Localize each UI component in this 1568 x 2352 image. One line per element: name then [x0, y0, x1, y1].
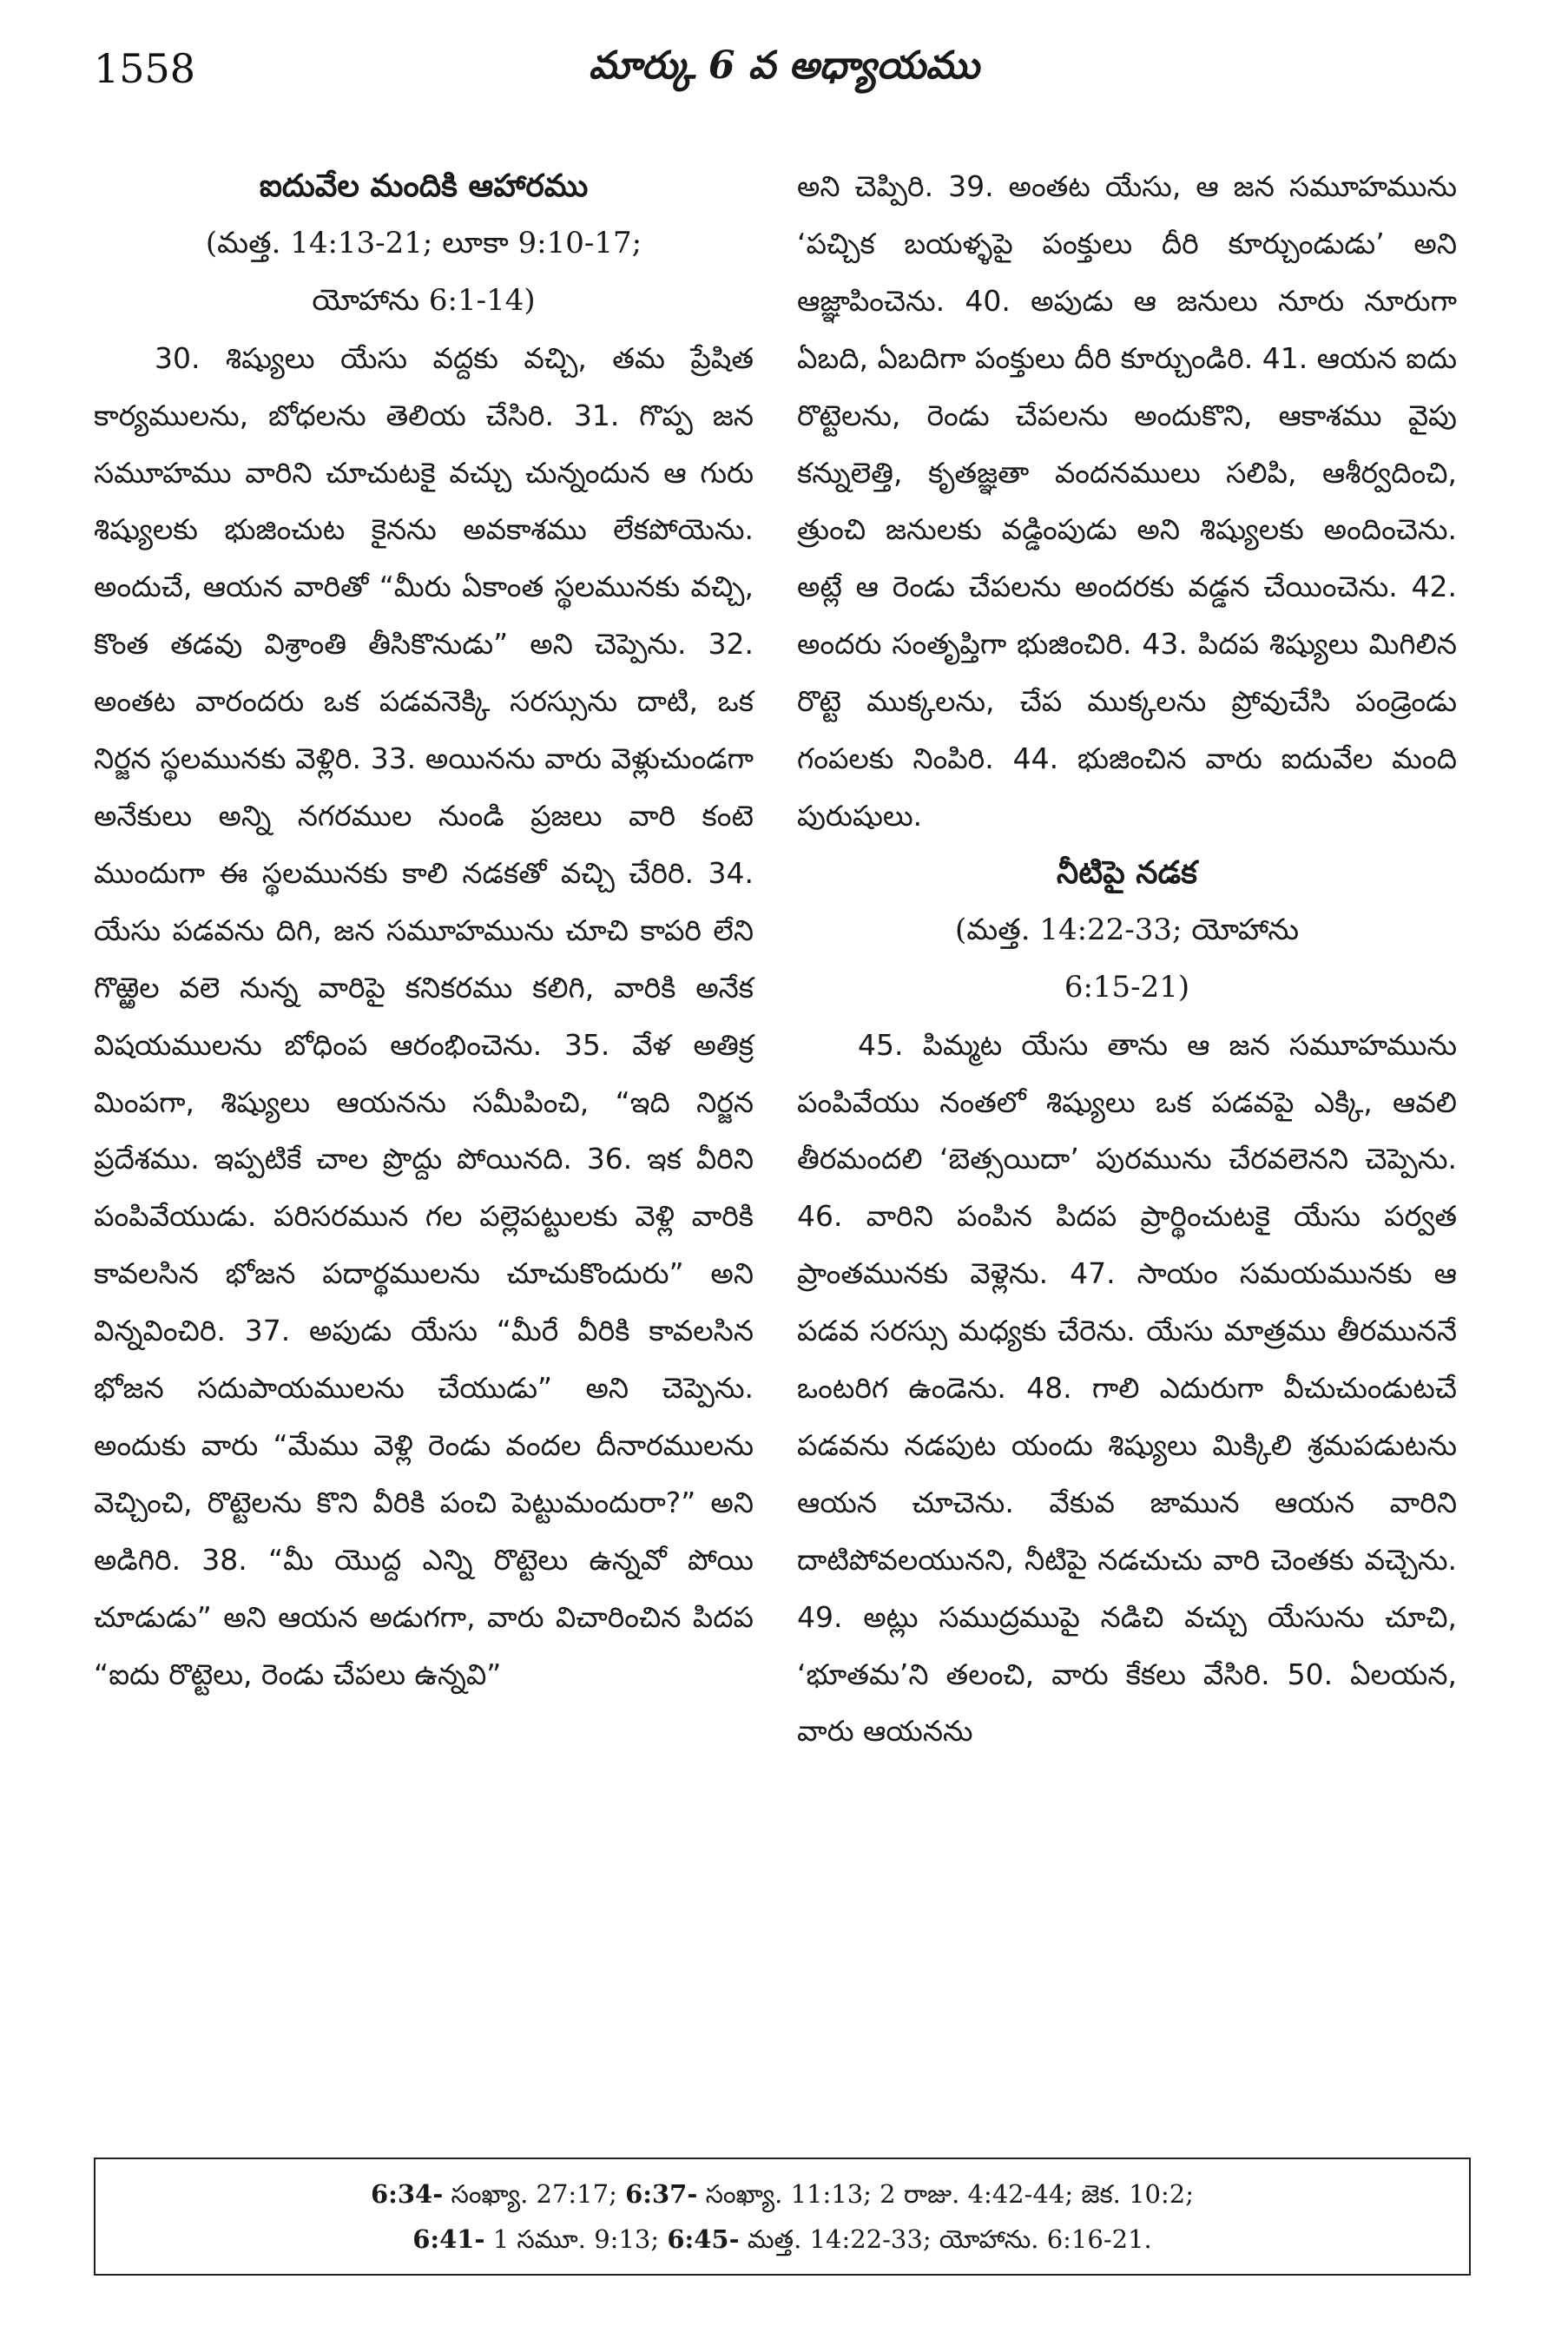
running-title: మార్కు 6 వ అధ్యాయము [589, 43, 979, 88]
footnote-text: 1 సమూ. 9:13; [484, 2224, 668, 2254]
footnote-line [371, 2171, 1194, 2217]
page-number: 1558 [94, 45, 196, 92]
section-heading-walking-on-water: నీటిపై నడక [1057, 854, 1197, 891]
footnote-verse-ref: 6:34- [371, 2179, 444, 2209]
left-column [94, 158, 754, 1703]
footnote-verse-ref: 6:41- [412, 2224, 485, 2254]
footnote-box [94, 2158, 1471, 2276]
footnote-text: సంఖ్యా. 27:17; [443, 2179, 626, 2209]
footnote-verse-ref: 6:45- [667, 2224, 740, 2254]
right-column [797, 158, 1457, 1760]
cross-reference-line: (మత్త. 14:22-33; యోహాను [955, 912, 1299, 947]
section-heading-feeding-five-thousand: ఐదువేల మందికి ఆహారము [259, 168, 589, 204]
footnote-text: సంఖ్యా. 11:13; 2 రాజు. 4:42-44; జెక. 10:2; [697, 2179, 1194, 2209]
cross-reference-line: 6:15-21) [1064, 969, 1190, 1005]
body-paragraph: 45. పిమ్మట యేసు తాను ఆ జన సమూహమును పంపివేయు నంతలో శిష్యులు ఒక పడవపై ఎక్కి, ఆవలి తీరమందలి ‘బెత్సయిదా’ పురమును చేరవలెనని చెప్పెను. 46. వారిని పంపిన పిదప ప్రార్థించుటకై యేసు పర్వత ప్రాంతమునకు వెళ్లెను. 47. సాయం సమయమునకు ఆ పడవ సరస్సు మధ్యకు చేరెను. యేసు మాత్రము తీరముననే ఒంటరిగ ఉండెను. 48. గాలి ఎదురుగా వీచుచుండుటచే పడవను నడపుట యందు శిష్యులు మిక్కిలి శ్రమపడుటను ఆయన చూచెను. వేకువ జామున ఆయన వారిని దాటిపోవలయునని, నీటిపై నడచుచు వారి చెంతకు వచ్చెను. 49. అట్లు సముద్రముపై నడిచి వచ్చు యేసును చూచి, ‘భూతమ’ని తలంచి, వారు కేకలు వేసిరి. 50. ఏలయన, వారు ఆయనను [797, 1027, 1457, 1749]
footnote-text: మత్త. 14:22-33; యోహాను. 6:16-21. [739, 2224, 1152, 2254]
cross-reference-line: (మత్త. 14:13-21; లూకా 9:10-17; [205, 225, 642, 260]
footnote-line [412, 2217, 1152, 2262]
footnote-verse-ref: 6:37- [625, 2179, 698, 2209]
body-paragraph: 30. శిష్యులు యేసు వద్దకు వచ్చి, తమ ప్రేషిత కార్యములను, బోధలను తెలియ చేసిరి. 31. గొప్ప జన సమూహము వారిని చూచుటకై వచ్చు చున్నందున ఆ గురు శిష్యులకు భుజించుట కైనను అవకాశము లేకపోయెను. అందుచే, ఆయన వారితో “మీరు ఏకాంత స్థలమునకు వచ్చి, కొంత తడవు విశ్రాంతి తీసికొనుడు” అని చెప్పెను. 32. అంతట వారందరు ఒక పడవనెక్కి సరస్సును దాటి, ఒక నిర్జన స్థలమునకు వెళ్లిరి. 33. అయినను వారు వెళ్లుచుండగా అనేకులు అన్ని నగరముల నుండి ప్రజలు వారి కంటె ముందుగా ఈ స్థలమునకు కాలి నడకతో వచ్చి చేరిరి. 34. యేసు పడవను దిగి, జన సమూహమును చూచి కాపరి లేని గొఱ్ఱెల వలె నున్న వారిపై కనికరము కలిగి, వారికి అనేక విషయములను బోధింప ఆరంభించెను. 35. వేళ అతిక్ర మింపగా, శిష్యులు ఆయనను సమీపించి, “ఇది నిర్జన ప్రదేశము. ఇప్పటికే చాల ప్రొద్దు పోయినది. 36. ఇక వీరిని పంపివేయుడు. పరిసరమున గల పల్లెపట్టులకు వెళ్లి వారికి కావలసిన భోజన పదార్థములను చూచుకొందురు” అని విన్నవించిరి. 37. అపుడు యేసు “మీరే వీరికి కావలసిన భోజన సదుపాయములను చేయుడు” అని చెప్పెను. అందుకు వారు “మేము వెళ్లి రెండు వందల దీనారములను వెచ్చించి, రొట్టెలను కొని వీరికి పంచి పెట్టుమందురా?” అని అడిగిరి. 38. “మీ యొద్ద ఎన్ని రొట్టెలు ఉన్నవో పోయి చూడుడు” అని ఆయన అడుగగా, వారు విచారించిన పిదప “ఐదు రొట్టెలు, రెండు చేపలు ఉన్నవి” [94, 340, 754, 1691]
body-paragraph: అని చెప్పిరి. 39. అంతట యేసు, ఆ జన సమూహమును ‘పచ్చిక బయళ్ళపై పంక్తులు దీరి కూర్చుండుడు’ అని ఆజ్ఞాపించెను. 40. అపుడు ఆ జనులు నూరు నూరుగా ఏబది, ఏబదిగా పంక్తులు దీరి కూర్చుండిరి. 41. ఆయన ఐదు రొట్టెలను, రెండు చేపలను అందుకొని, ఆకాశము వైపు కన్నులెత్తి, కృతజ్ఞతా వందనములు సలిపి, ఆశీర్వదించి, త్రుంచి జనులకు వడ్డింపుడు అని శిష్యులకు అందించెను. అట్లే ఆ రెండు చేపలను అందరకు వడ్డన చేయించెను. 42. అందరు సంతృప్తిగా భుజించిరి. 43. పిదప శిష్యులు మిగిలిన రొట్టె ముక్కలను, చేప ముక్కలను ప్రోవుచేసి పండ్రెండు గంపలకు నింపిరి. 44. భుజించిన వారు ఐదువేల మంది పురుషులు. [797, 169, 1457, 833]
cross-reference-line: యోహాను 6:1-14) [312, 282, 536, 318]
